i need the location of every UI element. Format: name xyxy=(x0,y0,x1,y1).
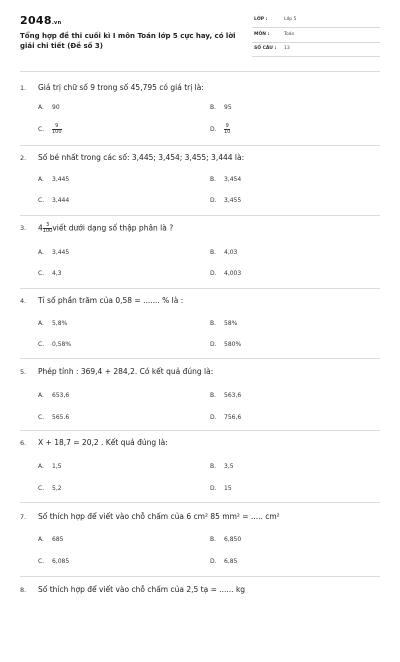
option-value: 4,003 xyxy=(224,270,242,277)
option-c[interactable] xyxy=(38,341,71,348)
question-number: 8. xyxy=(20,586,27,594)
question-number: 2. xyxy=(20,154,27,162)
option-b[interactable] xyxy=(210,104,232,111)
mixed-number-whole: 4 xyxy=(38,223,43,233)
fraction-denominator: 100 xyxy=(42,228,53,234)
option-letter: A. xyxy=(38,249,44,256)
option-b[interactable] xyxy=(210,463,234,470)
option-a[interactable] xyxy=(38,249,69,256)
option-value: 685 xyxy=(52,536,64,543)
option-letter: B. xyxy=(210,176,217,183)
option-letter: B. xyxy=(210,320,217,327)
option-letter: D. xyxy=(210,341,217,348)
option-value: 6,085 xyxy=(52,558,70,565)
option-value: 5,8% xyxy=(52,320,68,327)
question-text-body: viết dưới dạng số thập phân là ? xyxy=(52,223,174,233)
option-value: 4,3 xyxy=(52,270,62,277)
option-letter: B. xyxy=(210,536,217,543)
option-d[interactable] xyxy=(210,270,241,277)
document-title: Tổng hợp đề thi cuối kì I môn Toán lớp 5 cực hay, có lời giải chi tiết (Đề số 3) xyxy=(20,32,236,50)
option-letter: C. xyxy=(38,485,45,492)
meta-value: Toán xyxy=(284,32,295,37)
option-value: 756,6 xyxy=(224,414,242,421)
option-b[interactable] xyxy=(210,176,241,183)
meta-value: Lớp 5 xyxy=(284,17,297,22)
option-c[interactable] xyxy=(38,485,62,492)
fraction-denominator: 10 xyxy=(224,129,231,135)
option-b[interactable] xyxy=(210,392,241,399)
option-value: 58% xyxy=(224,320,238,327)
option-c[interactable] xyxy=(38,558,69,565)
option-a[interactable] xyxy=(38,392,69,399)
option-value: 15 xyxy=(224,485,232,492)
question-1 xyxy=(0,84,400,160)
option-value: 1,5 xyxy=(52,463,62,470)
header-divider xyxy=(20,71,380,72)
fraction xyxy=(52,124,62,135)
option-letter: C. xyxy=(38,414,45,421)
meta-count-row xyxy=(252,43,380,57)
fraction xyxy=(43,223,53,234)
option-letter: B. xyxy=(210,104,217,111)
option-value: 6,85 xyxy=(224,558,238,565)
option-value: 4,03 xyxy=(224,249,238,256)
option-letter: C. xyxy=(38,341,45,348)
meta-label: SỐ CÂU : xyxy=(254,46,277,51)
meta-class-row xyxy=(252,14,380,28)
question-text: Số thích hợp để viết vào chỗ chấm của 2,5 tạ = ...... kg xyxy=(38,585,246,594)
option-letter: C. xyxy=(38,270,45,277)
option-c[interactable] xyxy=(38,270,62,277)
question-text: Tỉ số phần trăm của 0,58 = ....... % là : xyxy=(38,296,184,305)
option-letter: B. xyxy=(210,249,217,256)
brand-suffix: .vn xyxy=(51,20,62,26)
meta-label: LỚP : xyxy=(254,17,268,22)
question-text: X + 18,7 = 20,2 . Kết quả đúng là: xyxy=(38,438,168,447)
question-number: 4. xyxy=(20,297,27,305)
option-letter: D. xyxy=(210,270,217,277)
meta-label: MÔN : xyxy=(254,32,270,37)
option-value: 3,455 xyxy=(224,197,242,204)
question-4 xyxy=(0,297,400,373)
question-divider xyxy=(20,430,380,431)
question-divider xyxy=(20,145,380,146)
option-letter: C. xyxy=(38,126,45,133)
question-text: Số bé nhất trong các số: 3,445; 3,454; 3,455; 3,444 là: xyxy=(38,153,245,162)
option-letter: D. xyxy=(210,197,217,204)
option-value: 5,2 xyxy=(52,485,62,492)
option-letter: C. xyxy=(38,197,45,204)
option-value: 90 xyxy=(52,104,60,111)
option-c[interactable] xyxy=(38,414,69,421)
meta-subject-row xyxy=(252,29,380,43)
brand-name: 2048 xyxy=(20,14,52,27)
option-letter: D. xyxy=(210,485,217,492)
option-value: 565.6 xyxy=(52,414,70,421)
option-c[interactable] xyxy=(38,197,69,204)
question-number: 6. xyxy=(20,439,27,447)
option-value: 3,445 xyxy=(52,176,70,183)
option-value: 563,6 xyxy=(224,392,242,399)
option-value: 3,445 xyxy=(52,249,70,256)
option-letter: A. xyxy=(38,392,44,399)
fraction xyxy=(224,124,230,135)
option-value: 3,5 xyxy=(224,463,234,470)
brand-logo xyxy=(20,14,61,27)
question-7 xyxy=(0,513,400,589)
option-d[interactable] xyxy=(210,124,230,135)
option-a[interactable] xyxy=(38,176,69,183)
question-divider xyxy=(20,358,380,359)
option-value: 3,454 xyxy=(224,176,242,183)
option-c[interactable] xyxy=(38,124,62,135)
question-number: 3. xyxy=(20,224,27,232)
header xyxy=(0,0,400,75)
option-value: 580% xyxy=(224,341,242,348)
question-text: Giá trị chữ số 9 trong số 45,795 có giá trị là: xyxy=(38,83,204,92)
fraction-denominator: 100 xyxy=(52,129,62,135)
option-letter: C. xyxy=(38,558,45,565)
option-b[interactable] xyxy=(210,249,237,256)
option-letter: D. xyxy=(210,558,217,565)
fraction-numerator: 9 xyxy=(225,123,229,129)
option-b[interactable] xyxy=(210,320,237,327)
question-divider xyxy=(20,576,380,577)
question-text: Số thích hợp để viết vào chỗ chấm của 6 cm² 85 mm² = ..... cm² xyxy=(38,512,280,521)
option-value: 95 xyxy=(224,104,232,111)
option-b[interactable] xyxy=(210,536,241,543)
option-value: 3,444 xyxy=(52,197,70,204)
option-value: 0,58% xyxy=(52,341,72,348)
question-number: 7. xyxy=(20,513,27,521)
fraction-numerator: 3 xyxy=(45,222,50,228)
option-value: 6,850 xyxy=(224,536,242,543)
question-text: Phép tính : 369,4 + 284,2. Có kết quả đúng là: xyxy=(38,367,214,376)
option-a[interactable] xyxy=(38,463,62,470)
option-d[interactable] xyxy=(210,341,241,348)
option-d[interactable] xyxy=(210,197,241,204)
option-letter: D. xyxy=(210,126,217,133)
question-number: 1. xyxy=(20,84,27,92)
option-letter: A. xyxy=(38,176,44,183)
option-letter: D. xyxy=(210,414,217,421)
option-letter: A. xyxy=(38,463,44,470)
question-8 xyxy=(0,586,400,662)
option-letter: A. xyxy=(38,536,44,543)
question-2 xyxy=(0,154,400,230)
option-letter: A. xyxy=(38,320,44,327)
question-number: 5. xyxy=(20,368,27,376)
option-a[interactable] xyxy=(38,536,63,543)
option-letter: B. xyxy=(210,463,217,470)
option-a[interactable] xyxy=(38,320,67,327)
question-5 xyxy=(0,368,400,444)
option-d[interactable] xyxy=(210,558,237,565)
question-divider xyxy=(20,215,380,216)
option-d[interactable] xyxy=(210,414,241,421)
meta-value: 13 xyxy=(284,46,290,51)
option-d[interactable] xyxy=(210,485,232,492)
option-letter: A. xyxy=(38,104,44,111)
option-a[interactable] xyxy=(38,104,60,111)
question-text xyxy=(38,223,378,234)
option-value: 653,6 xyxy=(52,392,70,399)
option-letter: B. xyxy=(210,392,217,399)
question-divider xyxy=(20,502,380,503)
question-divider xyxy=(20,288,380,289)
question-6 xyxy=(0,439,400,515)
fraction-numerator: 9 xyxy=(55,123,59,129)
